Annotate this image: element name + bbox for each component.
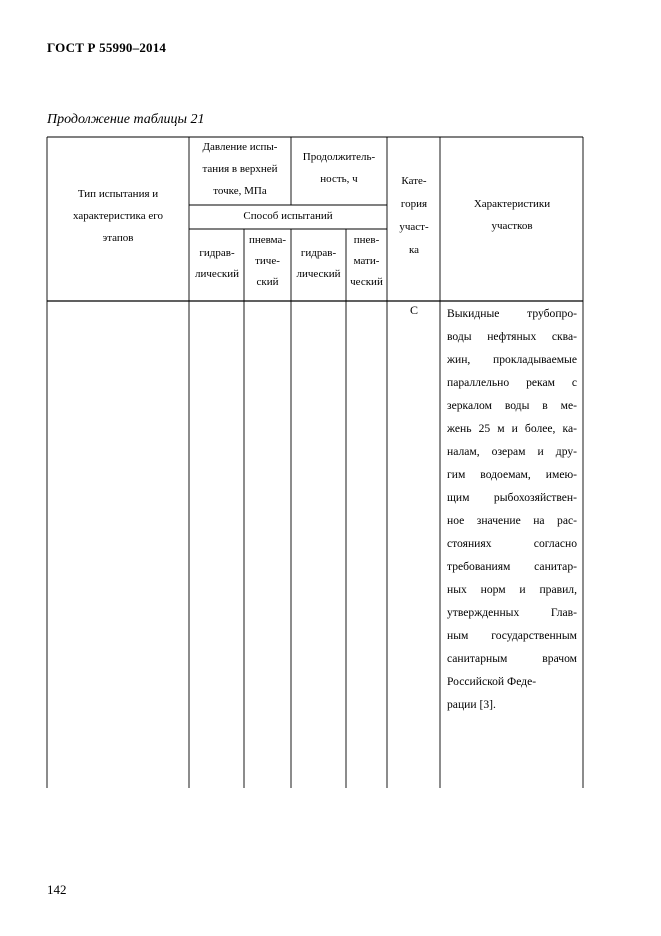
document-header: ГОСТ Р 55990–2014 [47,40,167,55]
header-pressure: Давление испы- тания в верхней точке, МПа [202,141,278,197]
characteristics-line: ным государственным [447,629,577,642]
characteristics-line: гим водоемам, имею- [447,468,577,481]
characteristics-line: ных норм и правил, [447,583,577,596]
header-characteristics: Характеристики участков [473,198,551,232]
characteristics-line: рации [3]. [447,698,496,711]
characteristics-line: параллельно рекам с [447,376,577,389]
characteristics-line: требованиям санитар- [447,560,577,573]
header-duration-hydraulic: гидрав- лический [296,247,341,280]
characteristics-line: санитарным врачом [447,652,577,665]
header-duration: Продолжитель- ность, ч [302,151,376,185]
table-caption: Продолжение таблицы 21 [47,112,205,127]
row-characteristics-text [447,302,577,716]
header-pressure-hydraulic: гидрав- лический [194,247,240,280]
characteristics-line: зеркалом воды в ме- [447,399,577,412]
header-duration-pneumatic: пнев- мати- ческий [350,234,383,288]
row-category-value: С [409,303,418,317]
characteristics-line: щим рыбохозяйствен- [447,491,577,504]
header-category: Кате- гория участ- ка [399,175,429,256]
characteristics-line: ное значение на рас- [447,514,577,527]
header-pressure-pneumatic: пневма- тиче- ский [248,234,287,288]
characteristics-line: воды нефтяных сква- [447,330,577,343]
page-number: 142 [47,882,67,897]
characteristics-line: Выкидные трубопро- [447,307,577,320]
characteristics-line: жень 25 м и более, ка- [447,422,577,435]
header-test-method: Способ испытаний [243,210,333,222]
characteristics-line: стояниях согласно [447,537,577,550]
characteristics-line: утвержденных Глав- [447,606,577,619]
characteristics-line: жин, прокладываемые [447,353,577,366]
header-test-type: Тип испытания и характеристика его этапов [73,188,163,244]
characteristics-line: Российской Феде- [447,675,537,688]
characteristics-line: налам, озерам и дру- [447,445,577,458]
